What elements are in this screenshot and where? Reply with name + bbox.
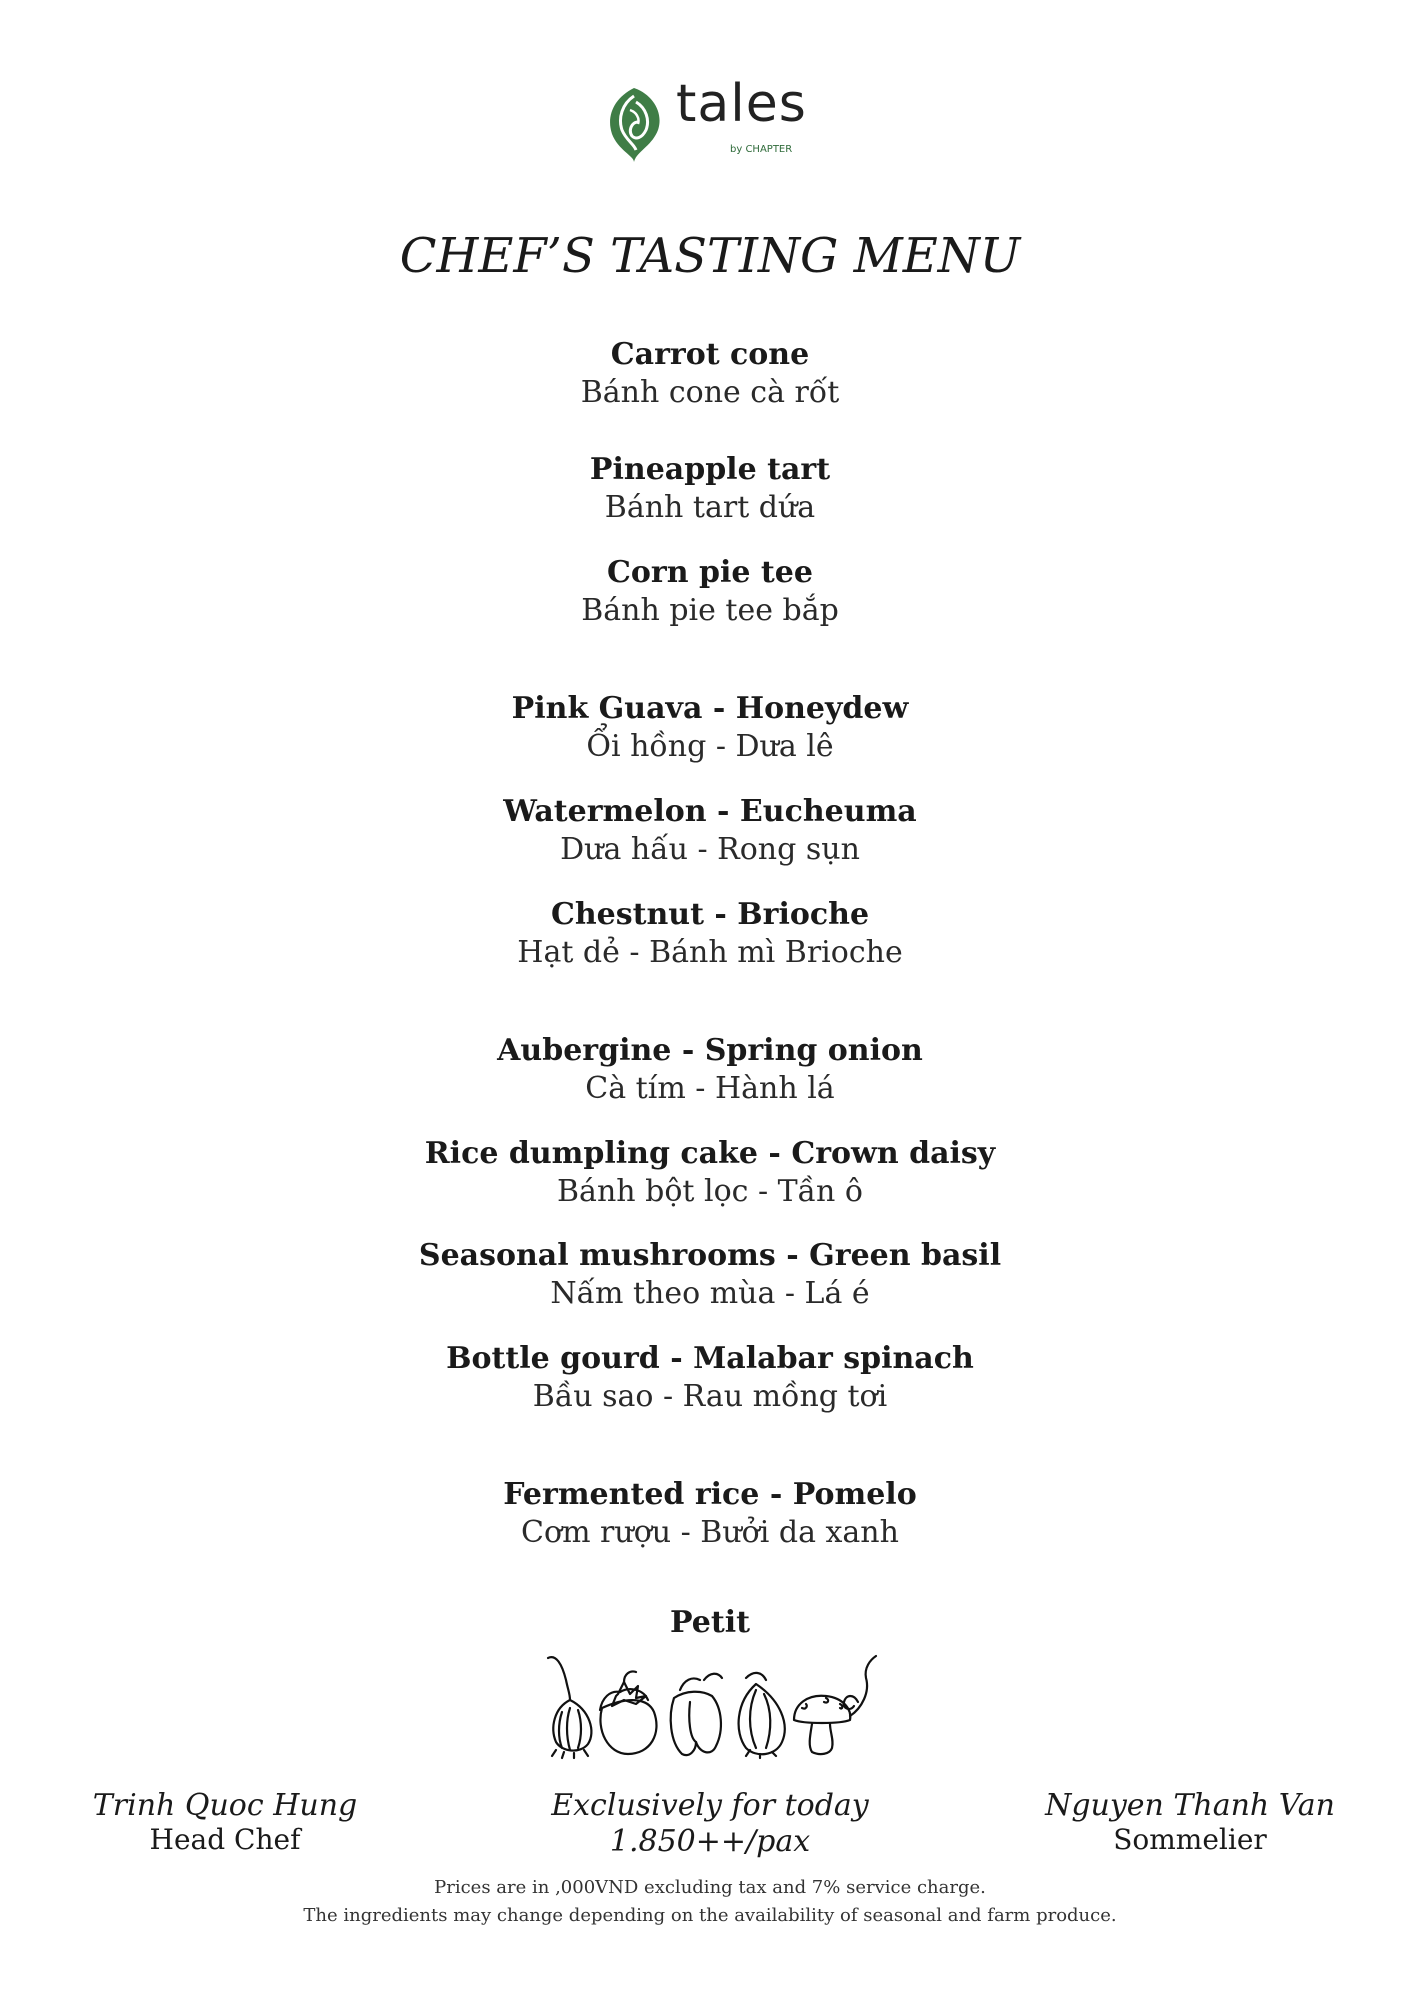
course-item [0, 336, 1420, 412]
offer-line: Exclusively for today [551, 1788, 869, 1823]
chef-role: Head Chef [149, 1823, 301, 1856]
leaf-logo-icon [600, 82, 670, 166]
sommelier-name: Nguyen Thanh Van [1045, 1788, 1335, 1823]
course-name-en: Chestnut - Brioche [550, 897, 870, 932]
course-item [0, 1237, 1420, 1313]
course-name-en: Fermented rice - Pomelo [503, 1477, 917, 1512]
course-name-en: Corn pie tee [607, 555, 813, 590]
chef-name: Trinh Quoc Hung [92, 1788, 358, 1823]
brand-logo [600, 74, 820, 170]
course-item [0, 690, 1420, 766]
footnote-ingredients: The ingredients may change depending on the availability of seasonal and farm produce. [303, 1905, 1117, 1926]
course-name-en: Petit [670, 1605, 750, 1640]
sommelier-role: Sommelier [1113, 1823, 1267, 1856]
course-name-vi: Cơm rượu - Bưởi da xanh [521, 1515, 899, 1550]
course-name-en: Carrot cone [610, 337, 810, 372]
course-name-vi: Bánh pie tee bắp [581, 593, 839, 628]
vegetable-line-drawing-icon [540, 1650, 880, 1760]
course-name-en: Watermelon - Eucheuma [503, 794, 917, 829]
course-name-vi: Cà tím - Hành lá [585, 1071, 835, 1106]
course-name-en: Seasonal mushrooms - Green basil [418, 1238, 1002, 1273]
offer-price: 1.850++/pax [609, 1824, 811, 1859]
course-name-vi: Bầu sao - Rau mồng tơi [532, 1379, 888, 1414]
course-name-en: Bottle gourd - Malabar spinach [446, 1341, 974, 1376]
sommelier-signature [1010, 1788, 1370, 1856]
course-item [0, 1135, 1420, 1211]
course-name-en: Pineapple tart [589, 452, 831, 487]
course-item [0, 1604, 1420, 1642]
footnotes [0, 1874, 1420, 1930]
course-item [0, 1032, 1420, 1108]
course-name-en: Pink Guava - Honeydew [511, 691, 909, 726]
course-name-vi: Dưa hấu - Rong sụn [560, 832, 860, 867]
course-name-vi: Nấm theo mùa - Lá é [550, 1276, 870, 1311]
course-name-vi: Hạt dẻ - Bánh mì Brioche [517, 935, 903, 970]
course-name-vi: Bánh cone cà rốt [580, 375, 840, 410]
course-item [0, 554, 1420, 630]
course-item [0, 793, 1420, 869]
logo-wordmark: tales [676, 74, 807, 134]
chef-signature [60, 1788, 390, 1856]
course-name-en: Rice dumpling cake - Crown daisy [424, 1136, 996, 1171]
footnote-prices: Prices are in ,000VND excluding tax and 7% service charge. [434, 1877, 986, 1898]
course-item [0, 896, 1420, 972]
course-name-vi: Bánh tart dứa [604, 490, 816, 525]
course-name-vi: Bánh bột lọc - Tần ô [557, 1174, 863, 1209]
page-title: CHEF’S TASTING MENU [399, 228, 1021, 284]
logo-subtitle: by CHAPTER [730, 144, 793, 155]
course-item [0, 1476, 1420, 1552]
course-item [0, 451, 1420, 527]
course-name-vi: Ổi hồng - Dưa lê [586, 729, 834, 764]
course-item [0, 1340, 1420, 1416]
offer-block [510, 1788, 910, 1860]
course-name-en: Aubergine - Spring onion [497, 1033, 923, 1068]
